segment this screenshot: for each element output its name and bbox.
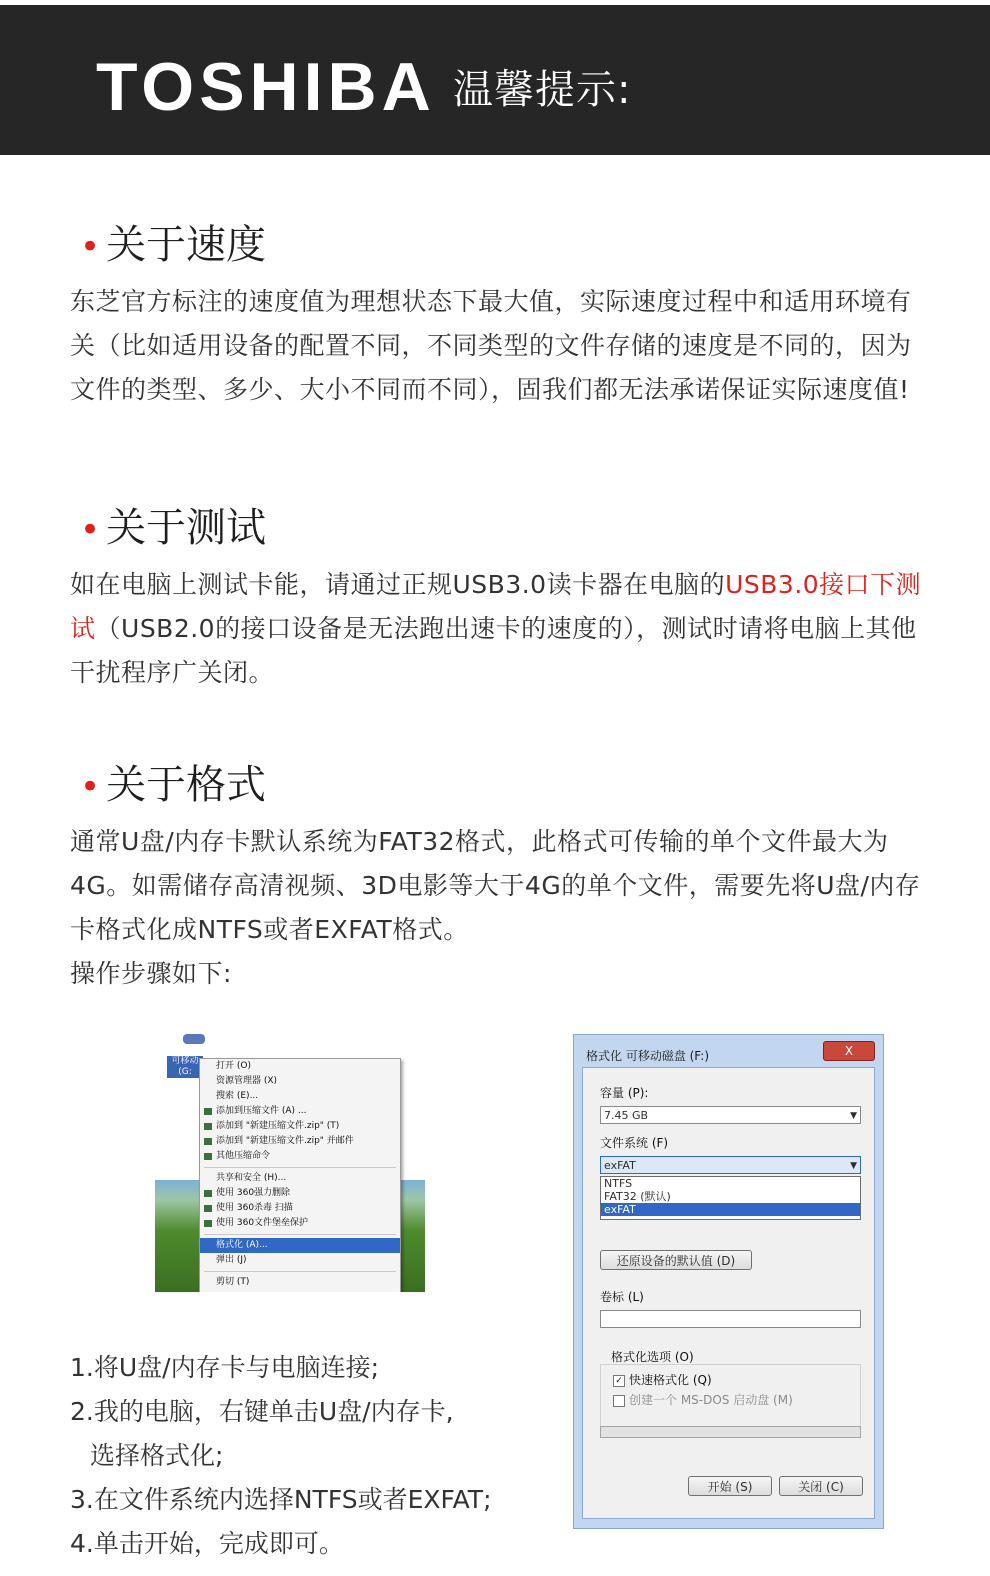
quick-format-label: 快速格式化 (Q): [629, 1373, 712, 1387]
menu-item-360-protect[interactable]: 使用 360文件堡垒保护: [200, 1216, 400, 1231]
menu-separator: [204, 1271, 396, 1272]
chevron-down-icon: ▼: [850, 1161, 857, 1171]
section-body-speed: 东芝官方标注的速度值为理想状态下最大值，实际速度过程中和适用环境有关（比如适用设备的配置不同，不同类型的文件存储的速度是不同的，因为文件的类型、多少、大小不同而不同），固我们都无法承诺保证实际速度值!: [70, 287, 912, 404]
drive-icon: [183, 1034, 205, 1044]
progress-bar: [600, 1426, 861, 1438]
bullet-icon: •: [80, 510, 101, 550]
format-options-label: 格式化选项 (O): [611, 1350, 694, 1364]
section-title: 关于格式: [106, 762, 267, 808]
fs-value: exFAT: [604, 1159, 636, 1172]
filesystem-select[interactable]: [600, 1156, 861, 1174]
section-title: 关于速度: [106, 222, 267, 268]
chevron-down-icon: ▼: [850, 1111, 857, 1121]
section-heading-format: [80, 760, 266, 812]
msdos-label: 创建一个 MS-DOS 启动盘 (M): [629, 1393, 793, 1407]
menu-item-add-archive[interactable]: 添加到压缩文件 (A) ...: [200, 1104, 400, 1119]
quick-format-checkbox[interactable]: [613, 1371, 712, 1388]
step-item: 3.在文件系统内选择NTFS或者EXFAT;: [70, 1485, 492, 1514]
step-item: 2.我的电脑，右键单击U盘/内存卡,: [70, 1397, 454, 1426]
menu-item-cut[interactable]: 剪切 (T): [216, 1277, 250, 1287]
checkbox-icon: [613, 1395, 625, 1407]
context-menu: [199, 1058, 401, 1292]
menu-item-search[interactable]: 搜索 (E)...: [216, 1091, 259, 1101]
close-icon[interactable]: X: [823, 1041, 875, 1061]
menu-item-add-zip[interactable]: 添加到 "新建压缩文件.zip" (T): [200, 1119, 400, 1134]
highlight-text: USB3.0接口下测试: [70, 570, 922, 643]
menu-item-other-compress[interactable]: 其他压缩命令: [200, 1149, 400, 1164]
steps-list: [70, 1346, 550, 1566]
check-icon: ✓: [613, 1375, 625, 1387]
context-menu-screenshot: [155, 1030, 425, 1292]
bullet-icon: •: [80, 767, 101, 807]
header-banner: [0, 5, 990, 155]
menu-item-open[interactable]: 打开 (O): [216, 1061, 251, 1071]
brand-logo: TOSHIBA: [96, 49, 436, 125]
msdos-checkbox[interactable]: [613, 1391, 793, 1408]
drive-label: 可移动 (G:: [167, 1056, 203, 1078]
menu-separator: [204, 1234, 396, 1235]
header-title: 温馨提示:: [453, 67, 632, 113]
section-heading-speed: [80, 220, 266, 272]
menu-item-share[interactable]: 共享和安全 (H)...: [216, 1173, 287, 1183]
body-text: 通常U盘/内存卡默认系统为FAT32格式，此格式可传输的单个文件最大为4G。如需储存高清视频、3D电影等大于4G的单个文件，需要先将U盘/内存卡格式化成NTFS或者EXFAT格式。: [70, 827, 921, 944]
step-item: 4.单击开始，完成即可。: [70, 1529, 344, 1558]
restore-defaults-button[interactable]: 还原设备的默认值 (D): [600, 1250, 752, 1270]
step-item: 选择格式化;: [90, 1441, 224, 1470]
dialog-body: [582, 1067, 875, 1519]
body-text: 如在电脑上测试卡能，请通过正规USB3.0读卡器在电脑的: [70, 570, 726, 599]
fs-option-fat32[interactable]: FAT32 (默认): [604, 1190, 671, 1203]
section-body-test: [70, 563, 930, 695]
menu-item-explorer[interactable]: 资源管理器 (X): [216, 1076, 278, 1086]
capacity-select[interactable]: [600, 1106, 861, 1124]
filesystem-dropdown: [600, 1176, 861, 1220]
fs-label: 文件系统 (F): [600, 1136, 669, 1150]
section-title: 关于测试: [106, 505, 267, 551]
section-body-format: [70, 820, 930, 996]
steps-intro: 操作步骤如下:: [70, 959, 232, 988]
format-dialog-screenshot: [573, 1034, 884, 1529]
dialog-title: 格式化 可移动磁盘 (F:): [586, 1049, 710, 1063]
menu-separator: [204, 1167, 396, 1168]
bullet-icon: •: [80, 227, 101, 267]
body-text: （USB2.0的接口设备是无法跑出速卡的速度的），测试时请将电脑上其他干扰程序广关闭。: [70, 614, 917, 687]
volume-input[interactable]: [600, 1310, 861, 1328]
menu-item-eject[interactable]: 弹出 (J): [216, 1255, 247, 1265]
menu-item-format[interactable]: 格式化 (A)...: [200, 1238, 400, 1253]
menu-item-add-zip-email[interactable]: 添加到 "新建压缩文件.zip" 并邮件: [200, 1134, 400, 1149]
fs-option-ntfs[interactable]: NTFS: [604, 1177, 633, 1190]
menu-item-360-delete[interactable]: 使用 360强力删除: [200, 1186, 400, 1201]
section-heading-test: [80, 503, 266, 555]
capacity-value: 7.45 GB: [604, 1109, 649, 1122]
fs-option-exfat[interactable]: exFAT: [601, 1203, 860, 1216]
start-button[interactable]: 开始 (S): [688, 1476, 772, 1496]
close-button[interactable]: 关闭 (C): [779, 1476, 863, 1496]
step-item: 1.将U盘/内存卡与电脑连接;: [70, 1353, 379, 1382]
menu-item-360-scan[interactable]: 使用 360杀毒 扫描: [200, 1201, 400, 1216]
volume-label: 卷标 (L): [600, 1290, 644, 1304]
capacity-label: 容量 (P):: [600, 1086, 649, 1100]
